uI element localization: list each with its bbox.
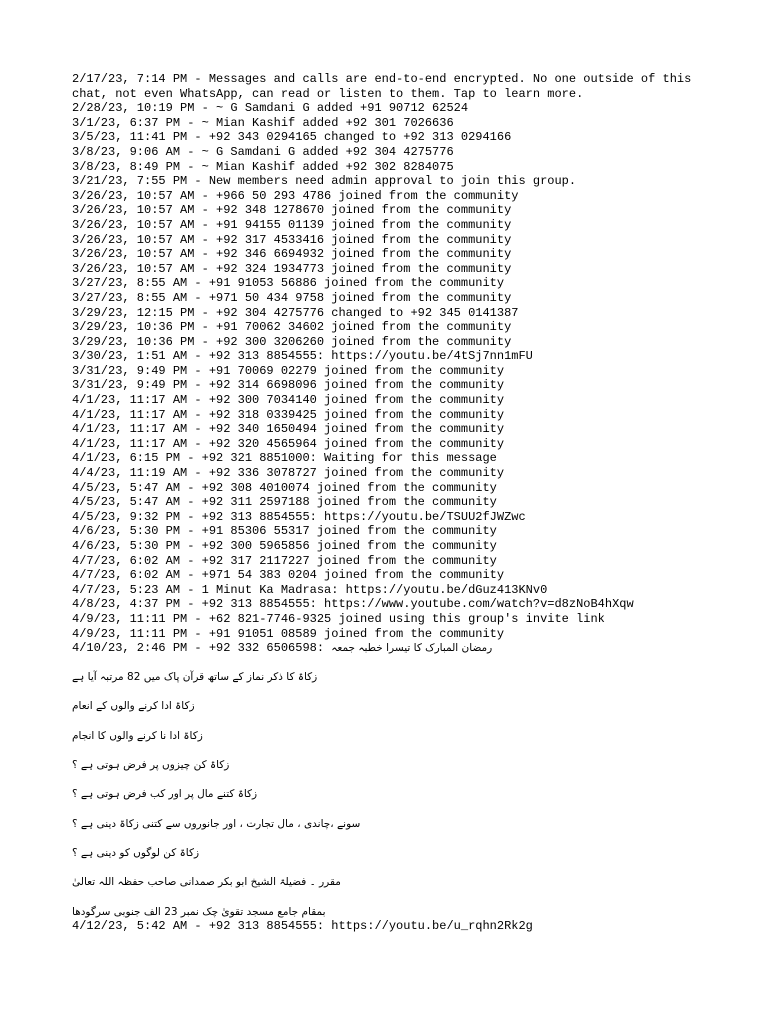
urdu-line: زکاۃ کا ذکر نماز کے ساتھ قرآن پاک میں 82 مرتبہ آیا ہے xyxy=(72,670,318,683)
log-line: 4/1/23, 11:17 AM - +92 320 4565964 joined from the community xyxy=(72,436,505,451)
log-line: 3/30/23, 1:51 AM - +92 313 8854555: https://youtu.be/4tSj7nn1mFU xyxy=(72,349,533,364)
urdu-line: بمقام جامع مسجد تقویٰ چک نمبر 23 الف جنوبی سرگودھا xyxy=(72,905,326,918)
log-line: 4/9/23, 11:11 PM - +91 91051 08589 joined from the community xyxy=(72,626,505,641)
urdu-line: زکاۃ کن چیزوں پر فرض ہوتی ہے ؟ xyxy=(72,758,230,771)
log-line: 4/1/23, 11:17 AM - +92 340 1650494 joined from the community xyxy=(72,422,505,437)
urdu-line: زکاۃ کتنے مال پر اور کب فرض ہوتی ہے ؟ xyxy=(72,788,258,801)
log-line: 4/6/23, 5:30 PM - +91 85306 55317 joined from the community xyxy=(72,524,497,539)
log-line: 4/1/23, 11:17 AM - +92 300 7034140 joined from the community xyxy=(72,393,505,408)
log-line: 3/26/23, 10:57 AM - +91 94155 01139 joined from the community xyxy=(72,217,512,232)
log-line: 4/1/23, 11:17 AM - +92 318 0339425 joined from the community xyxy=(72,407,505,422)
log-lines xyxy=(72,101,696,641)
log-line: 2/28/23, 10:19 PM - ~ G Samdani G added +91 90712 62524 xyxy=(72,101,469,116)
urdu-message-body xyxy=(72,668,696,917)
log-line: 3/29/23, 10:36 PM - +92 300 3206260 joined from the community xyxy=(72,334,512,349)
message-title-urdu: رمضان المبارک کا تیسرا خطبہ جمعہ xyxy=(331,642,493,655)
log-line: 4/8/23, 4:37 PM - +92 313 8854555: https://www.youtube.com/watch?v=d8zNoB4hXqw xyxy=(72,597,634,612)
log-line: 3/29/23, 12:15 PM - +92 304 4275776 changed to +92 345 0141387 xyxy=(72,305,519,320)
urdu-line: مقرر ۔ فضیلۃ الشیخ ابو بکر صمدانی صاحب حفظہ اللہ تعالیٰ xyxy=(72,876,341,889)
log-line: 4/9/23, 11:11 PM - +62 821-7746-9325 joined using this group's invite link xyxy=(72,611,605,626)
log-line: 3/27/23, 8:55 AM - +971 50 434 9758 joined from the community xyxy=(72,290,512,305)
urdu-line: زکاۃ ادا نا کرنے والوں کا انجام xyxy=(72,729,203,742)
message-header: 4/10/23, 2:46 PM - +92 332 6506598: xyxy=(72,641,332,656)
log-line: 3/26/23, 10:57 AM - +92 348 1278670 joined from the community xyxy=(72,203,512,218)
log-line: 4/5/23, 5:47 AM - +92 311 2597188 joined from the community xyxy=(72,495,497,510)
log-line: 4/1/23, 6:15 PM - +92 321 8851000: Waiting for this message xyxy=(72,451,497,466)
log-line-last: 4/12/23, 5:42 AM - +92 313 8854555: https://youtu.be/u_rqhn2Rk2g xyxy=(72,918,533,933)
log-line: 3/31/23, 9:49 PM - +91 70069 02279 joined from the community xyxy=(72,363,505,378)
log-line: 3/5/23, 11:41 PM - +92 343 0294165 changed to +92 313 0294166 xyxy=(72,130,512,145)
log-line: 3/8/23, 9:06 AM - ~ G Samdani G added +92 304 4275776 xyxy=(72,144,454,159)
log-line: 3/1/23, 6:37 PM - ~ Mian Kashif added +92 301 7026636 xyxy=(72,115,454,130)
log-line: 3/26/23, 10:57 AM - +92 324 1934773 joined from the community xyxy=(72,261,512,276)
log-line: 3/26/23, 10:57 AM - +966 50 293 4786 joined from the community xyxy=(72,188,519,203)
log-line: 3/8/23, 8:49 PM - ~ Mian Kashif added +92 302 8284075 xyxy=(72,159,454,174)
log-line: 4/6/23, 5:30 PM - +92 300 5965856 joined from the community xyxy=(72,539,497,553)
encryption-notice-line: 2/17/23, 7:14 PM - Messages and calls are end-to-end encrypted. No one outside of this chat, not even WhatsApp, can read or listen to them. Tap to learn more. xyxy=(72,72,699,101)
urdu-line: زکاۃ ادا کرنے والوں کے انعام xyxy=(72,700,195,713)
log-line: 3/26/23, 10:57 AM - +92 317 4533416 joined from the community xyxy=(72,232,512,247)
urdu-line: سونے ،چاندی ، مال تجارت ، اور جانوروں سے کتنی زکاۃ دینی ہے ؟ xyxy=(72,817,361,830)
log-line: 4/7/23, 5:23 AM - 1 Minut Ka Madrasa: https://youtu.be/dGuz413KNv0 xyxy=(72,582,548,597)
chat-export-log xyxy=(72,72,699,933)
log-line: 3/21/23, 7:55 PM - New members need admin approval to join this group. xyxy=(72,174,577,189)
log-line: 3/29/23, 10:36 PM - +91 70062 34602 joined from the community xyxy=(72,320,512,335)
log-line: 4/4/23, 11:19 AM - +92 336 3078727 joined from the community xyxy=(72,466,505,481)
message-header-line xyxy=(72,641,696,656)
log-line: 3/26/23, 10:57 AM - +92 346 6694932 joined from the community xyxy=(72,247,512,262)
urdu-line: زکاۃ کن لوگوں کو دینی ہے ؟ xyxy=(72,847,200,860)
log-line: 3/31/23, 9:49 PM - +92 314 6698096 joined from the community xyxy=(72,378,505,393)
log-line: 4/5/23, 9:32 PM - +92 313 8854555: https://youtu.be/TSUU2fJWZwc xyxy=(72,509,526,524)
log-line: 4/7/23, 6:02 AM - +92 317 2117227 joined from the community xyxy=(72,553,497,568)
log-line: 3/27/23, 8:55 AM - +91 91053 56886 joined from the community xyxy=(72,276,505,291)
log-line: 4/5/23, 5:47 AM - +92 308 4010074 joined from the community xyxy=(72,480,497,495)
log-line: 4/7/23, 6:02 AM - +971 54 383 0204 joined from the community xyxy=(72,568,505,583)
